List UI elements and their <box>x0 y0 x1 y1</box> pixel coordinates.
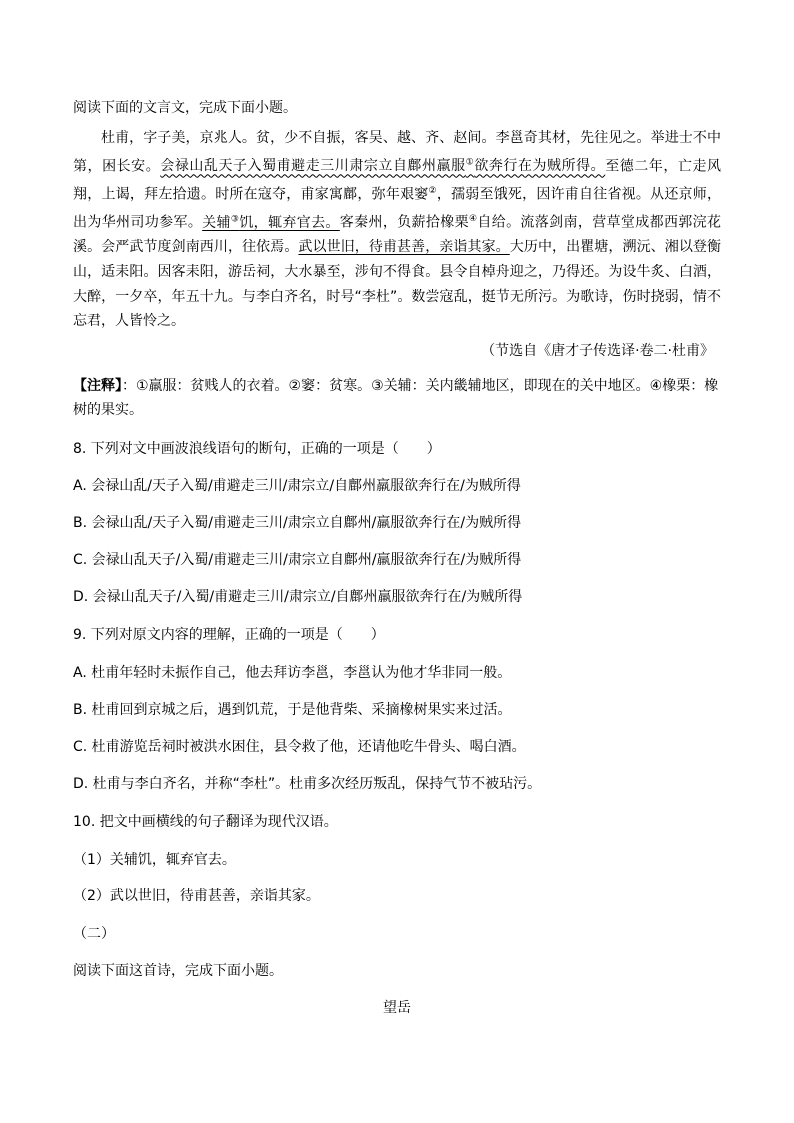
wavy-underlined-sentence: 会禄山乱天子入蜀甫避走三川肃宗立自鄜州羸服①欲奔行在为贼所得。 <box>160 157 606 175</box>
q9-option-a: A. 杜甫年轻时未振作自己，他去拜访李邕，李邕认为他才华非同一般。 <box>73 665 512 681</box>
underlined-sentence-1: 关辅③饥，辄弃官去。 <box>202 214 340 231</box>
q9-option-b: B. 杜甫回到京城之后，遇到饥荒，于是他背柴、采摘橡树果实来过活。 <box>73 702 512 718</box>
q9-option-c: C. 杜甫游览岳祠时被洪水困住，县令救了他，还请他吃牛骨头、喝白酒。 <box>73 739 526 755</box>
q8-option-a: A. 会禄山乱/天子入蜀/甫避走三川/肃宗立/自鄜州羸服欲奔行在/为贼所得 <box>73 478 521 494</box>
q10-sentence-1: （1）关辅饥，辄弃官去。 <box>73 852 236 868</box>
q9-stem: 9. 下列对原文内容的理解，正确的一项是（ ） <box>73 627 385 643</box>
poem-intro: 阅读下面这首诗，完成下面小题。 <box>73 963 283 979</box>
q10-stem: 10. 把文中画横线的句子翻译为现代汉语。 <box>73 814 338 830</box>
underlined-sentence-2: 武以世旧，待甫甚善，亲诣其家。 <box>298 239 510 256</box>
q8-option-b: B. 会禄山乱/天子入蜀/甫避走三川/肃宗立自鄜州/羸服欲奔行在/为贼所得 <box>73 515 522 531</box>
q8-option-d: D. 会禄山乱天子/入蜀/甫避走三川/肃宗立/自鄜州羸服欲奔行在/为贼所得 <box>73 589 523 605</box>
q9-option-d: D. 杜甫与李白齐名，并称“李杜”。杜甫多次经历叛乱，保持气节不被玷污。 <box>73 776 542 792</box>
poem-title: 望岳 <box>383 1000 411 1016</box>
q10-sentence-2: （2）武以世旧，待甫甚善，亲诣其家。 <box>73 888 320 904</box>
reading-intro: 阅读下面的文言文，完成下面小题。 <box>73 100 297 116</box>
section-heading: （二） <box>73 926 115 942</box>
annotation: 【注释】：①羸服：贫贱人的衣着。②窭：贫寒。③关辅：关内畿辅地区，即现在的关中地区。④橡栗：橡树的果实。 <box>73 378 719 418</box>
source-citation: （节选自《唐才子传选译·卷二·杜甫》 <box>481 343 714 359</box>
q8-option-c: C. 会禄山乱天子/入蜀/甫避走三川/肃宗立自鄜州/羸服欲奔行在/为贼所得 <box>73 552 522 568</box>
q8-stem: 8. 下列对文中画波浪线语句的断句，正确的一项是（ ） <box>73 441 441 457</box>
classical-passage: 杜甫，字子美，京兆人。贫，少不自振，客吴、越、齐、赵间。李邕奇其材，先往见之。举进士不中第，困长安。会禄山乱天子入蜀甫避走三川肃宗立自鄜州羸服①欲奔行在为贼所得。至德二年，亡走风翔，上谒，拜左拾遗。时所在寇夺，甫家寓鄜，弥年艰窭②，孺弱至饿死，因许甫自往省视。从还京师，出为华州司功参军。关辅③饥，辄弃官去。客秦州，负薪拾橡栗④自给。流落剑南，营草堂成都西郭浣花溪。会严武节度剑南西川，往依焉。武以世旧，待甫甚善，亲诣其家。大历中，出瞿塘，溯沅、湘以登衡山，适耒阳。因客耒阳，游岳祠，大水暴至，涉旬不得食。县令自棹舟迎之，乃得还。为设牛炙、白酒，大醉，一夕卒，年五十九。与李白齐名，时号“李杜”。数尝寇乱，挺节无所污。为歌诗，伤时挠弱，情不忘君，人皆怜之。 <box>73 130 722 330</box>
